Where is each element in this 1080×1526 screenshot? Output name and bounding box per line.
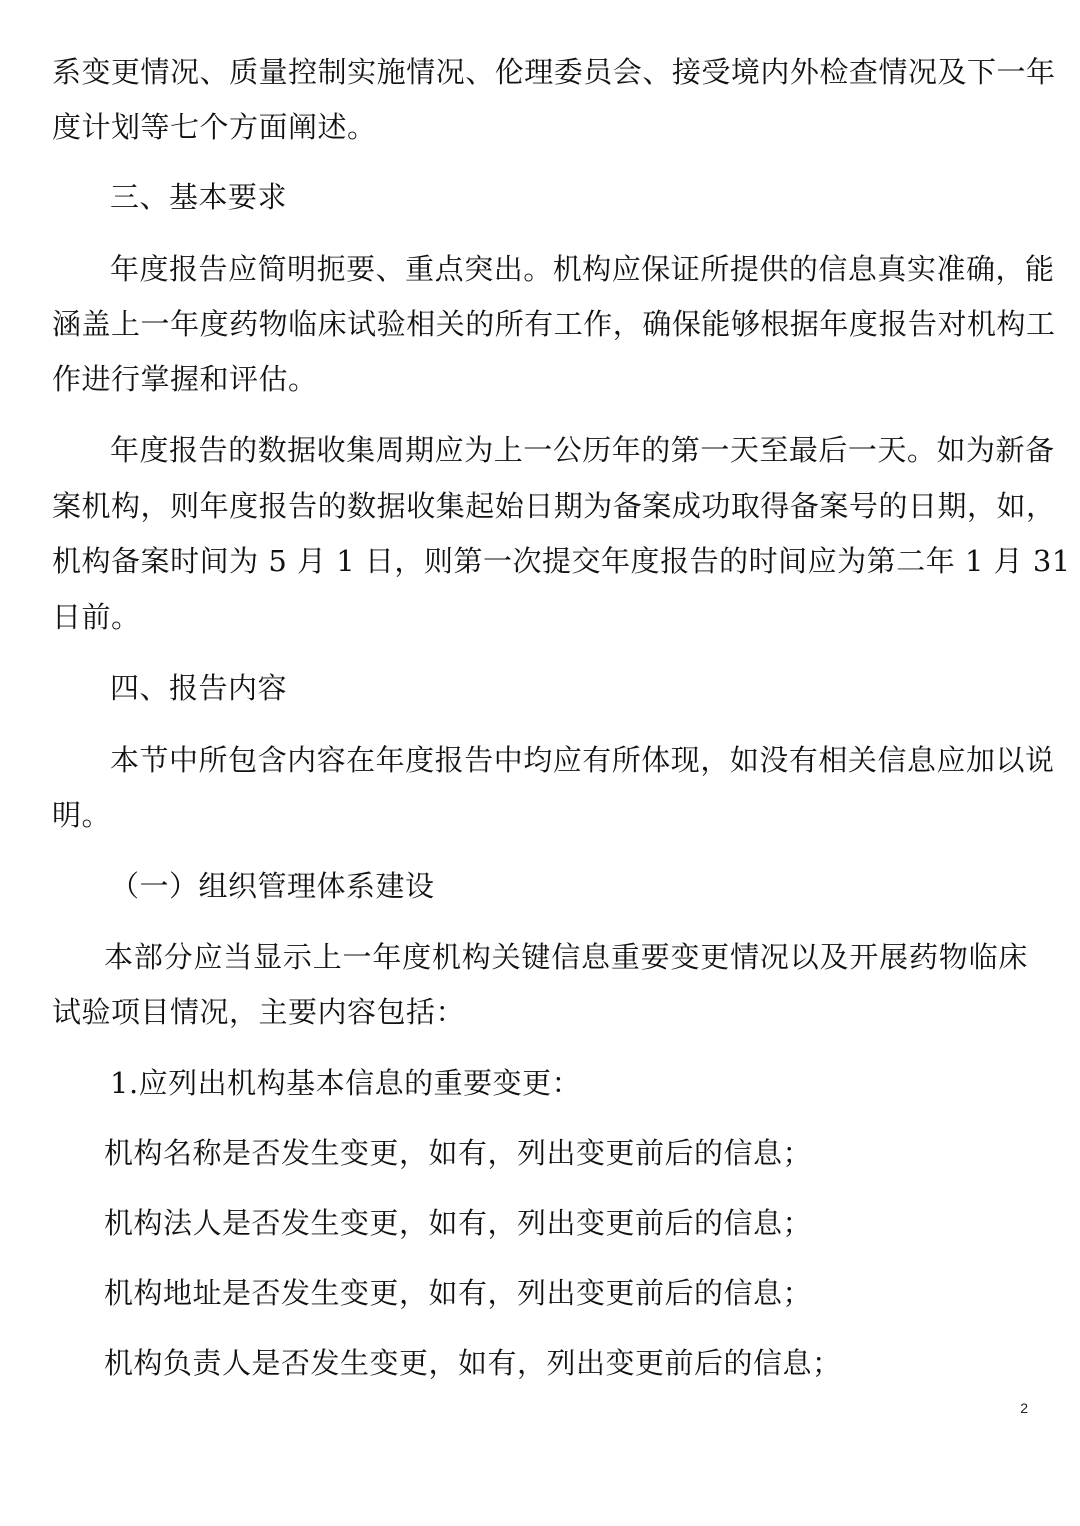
text-line: 涵 盖 上 一 年 度 药 物 临 床 试 验 相 关 的 所 有 工 作 ， 确 保 能 够 根 据 年 度 报 告 对 机 构 工 [52, 307, 1056, 341]
text-line: 试验项目情况，主要内容包括： [52, 995, 466, 1029]
text-line: 本 节 中 所 包 含 内 容 在 年 度 报 告 中 均 应 有 所 体 现 ， 如 没 有 相 关 信 息 应 加 以 说 [110, 743, 1055, 777]
text-line: 机构地址是否发生变更，如有，列出变更前后的信息； [104, 1276, 813, 1310]
text-line: 年 度 报 告 应 简 明 扼 要 、 重 点 突 出 。 机 构 应 保 证 所 提 供 的 信 息 真 实 准 确 ， 能 [110, 252, 1055, 286]
text-line: 作进行掌握和评估。 [52, 362, 318, 396]
text-line: 案 机 构 ， 则 年 度 报 告 的 数 据 收 集 起 始 日 期 为 备 案 成 功 取 得 备 案 号 的 日 期 ， 如 ， [52, 489, 1056, 523]
text-line: （一）组织管理体系建设 [110, 869, 435, 903]
text-line: 度计划等七个方面阐述。 [52, 110, 377, 144]
text-line: 系 变 更 情 况 、 质 量 控 制 实 施 情 况 、 伦 理 委 员 会 、 接 受 境 内 外 检 查 情 况 及 下 一 年 [52, 55, 1056, 89]
text-line: 机构名称是否发生变更，如有，列出变更前后的信息； [104, 1136, 813, 1170]
text-line: 机构负责人是否发生变更，如有，列出变更前后的信息； [104, 1346, 842, 1380]
text-line: 日前。 [52, 600, 141, 634]
text-line: 明。 [52, 798, 112, 832]
text-line: 机 构 备 案 时 间 为 5 月 1 日 ， 则 第 一 次 提 交 年 度 报 告 的 时 间 应 为 第 二 年 1 月 3 1 [52, 544, 1071, 578]
text-line: 年 度 报 告 的 数 据 收 集 周 期 应 为 上 一 公 历 年 的 第 一 天 至 最 后 一 天 。 如 为 新 备 [110, 433, 1055, 467]
page-number: 2 [1020, 1400, 1028, 1416]
text-line: 本 部 分 应 当 显 示 上 一 年 度 机 构 关 键 信 息 重 要 变 更 情 况 以 及 开 展 药 物 临 床 [104, 940, 1028, 974]
text-line: 机构法人是否发生变更，如有，列出变更前后的信息； [104, 1206, 813, 1240]
text-line: 四、报告内容 [110, 671, 288, 705]
text-line: 三、基本要求 [110, 180, 288, 214]
text-line: 1.应列出机构基本信息的重要变更： [110, 1066, 582, 1100]
